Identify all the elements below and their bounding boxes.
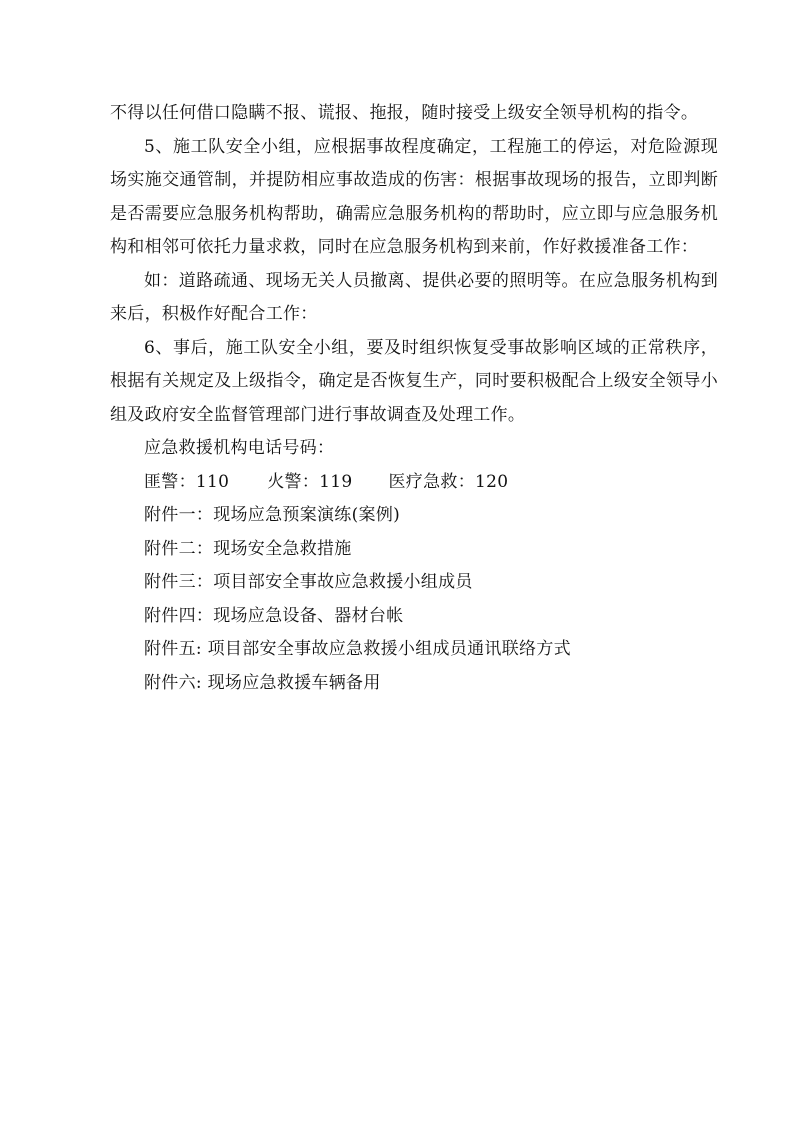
- medical-phone: 医疗急救：120: [388, 471, 509, 492]
- paragraph-item-6: 6、事后，施工队安全小组，要及时组织恢复受事故影响区域的正常秩序，根据有关规定及上级指令，确定是否恢复生产，同时要积极配合上级安全领导小组及政府安全监督管理部门进行事故调查及处理工作。: [110, 337, 718, 425]
- paragraph-item-5: 5、施工队安全小组，应根据事故程度确定，工程施工的停运，对危险源现场实施交通管制，并提防相应事故造成的伤害：根据事故现场的报告，立即判断是否需要应急服务机构帮助，确需应急服务机构的帮助时，应立即与应急服务机构和相邻可依托力量求救，同时在应急服务机构到来前，作好救援准备工作：: [110, 136, 718, 257]
- attachment-item: 附件一：现场应急预案演练(案例): [144, 505, 401, 525]
- attachment-item: 附件二：现场安全急救措施: [144, 538, 352, 559]
- paragraph-example: 如：道路疏通、现场无关人员撤离、提供必要的照明等。在应急服务机构到来后，积极作好配合工作：: [110, 270, 718, 324]
- paragraph-continuation: 不得以任何借口隐瞒不报、谎报、拖报，随时接受上级安全领导机构的指令。: [110, 103, 699, 123]
- attachment-item: 附件四：现场应急设备、器材台帐: [144, 605, 404, 626]
- emergency-phone-heading: 应急救援机构电话号码：: [144, 438, 335, 458]
- attachment-item: 附件三：项目部安全事故应急救援小组成员: [144, 572, 473, 592]
- attachment-item: 附件五: 项目部安全事故应急救援小组成员通讯联络方式: [144, 639, 571, 659]
- emergency-phone-numbers: [110, 466, 718, 500]
- document-body: [110, 97, 718, 700]
- fire-phone: 火警：119: [267, 471, 353, 492]
- attachment-item: 附件六: 现场应急救援车辆备用: [144, 672, 381, 693]
- police-phone: 匪警：110: [144, 471, 230, 492]
